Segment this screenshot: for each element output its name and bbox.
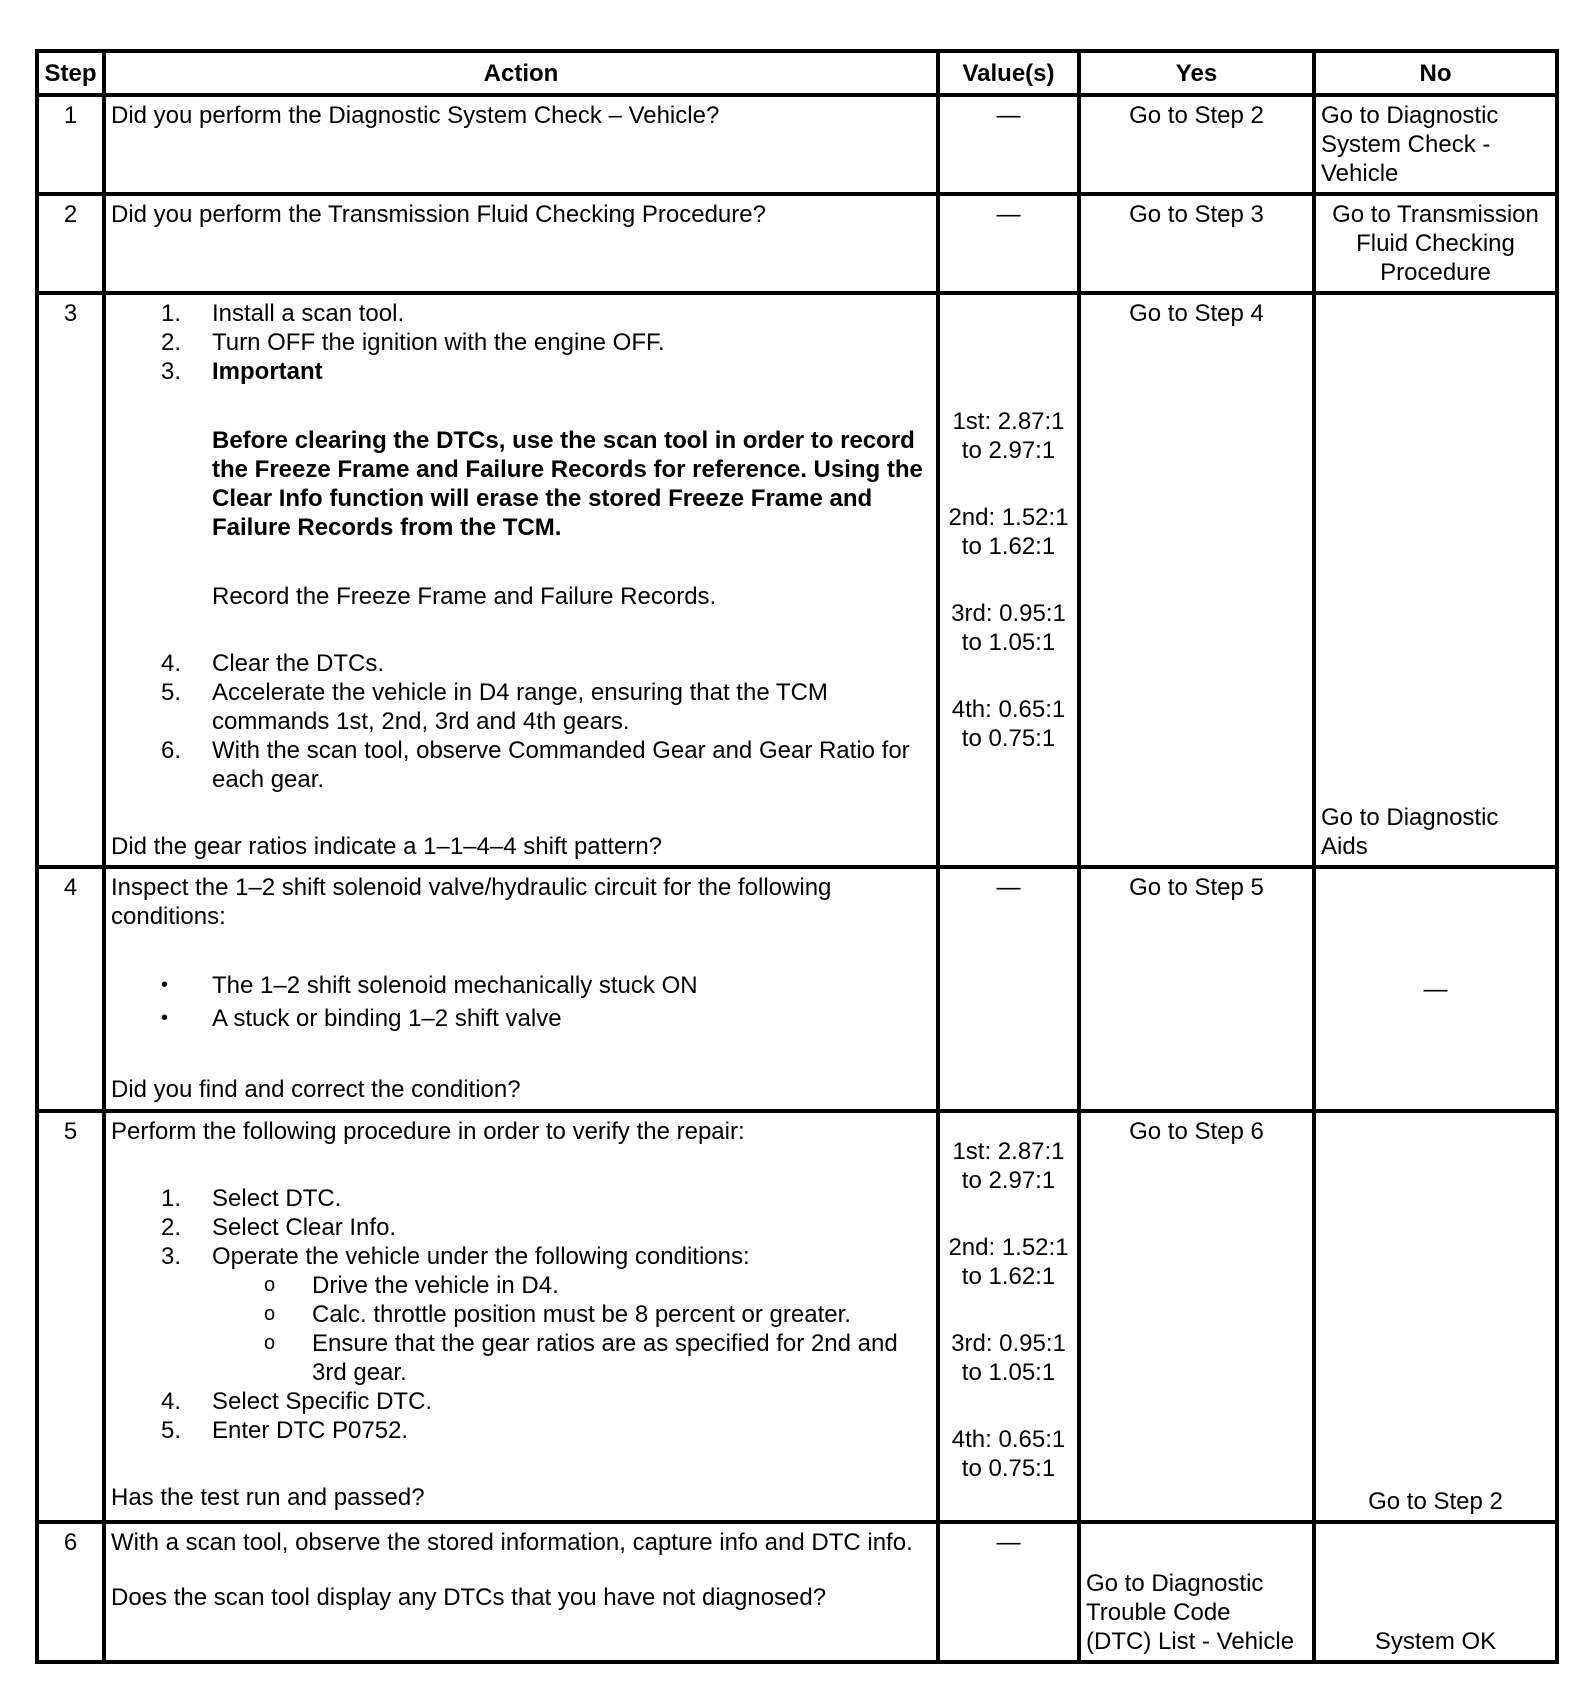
action-cell bbox=[104, 1522, 938, 1662]
no-line: Go to Diagnostic bbox=[1321, 804, 1499, 831]
action-cell bbox=[104, 194, 938, 293]
gear-ratio-3rd: 3rd: 0.95:1 to 1.05:1 bbox=[951, 1330, 1066, 1386]
step-number: 3 bbox=[37, 293, 104, 867]
condition-sublist bbox=[111, 1271, 931, 1387]
header-no: No bbox=[1314, 51, 1557, 95]
yes-cell: Go to Step 6 bbox=[1079, 1111, 1314, 1522]
table-row-step-2 bbox=[37, 194, 1557, 293]
procedure-list bbox=[111, 1387, 931, 1445]
list-item: 6. With the scan tool, observe Commanded Gear and Gear Ratio for each gear. bbox=[161, 737, 910, 793]
header-step: Step bbox=[37, 51, 104, 95]
yes-cell: Go to Step 3 bbox=[1079, 194, 1314, 293]
list-item: o Calc. throttle position must be 8 percent or greater. bbox=[264, 1301, 851, 1328]
action-cell bbox=[104, 867, 938, 1111]
gear-ratio-2nd: 2nd: 1.52:1 to 1.62:1 bbox=[948, 1234, 1069, 1290]
list-item: 3. Important bbox=[161, 358, 323, 385]
list-item: 5. Accelerate the vehicle in D4 range, ensuring that the TCM commands 1st, 2nd, 3rd and 4th gears. bbox=[161, 679, 828, 735]
table-row-step-1 bbox=[37, 95, 1557, 194]
question-text: Did you find and correct the condition? bbox=[111, 1076, 521, 1103]
step-number: 6 bbox=[37, 1522, 104, 1662]
diagnostic-table-wrapper bbox=[35, 49, 1555, 1664]
action-cell bbox=[104, 1111, 938, 1522]
table-row-step-4 bbox=[37, 867, 1557, 1111]
gear-ratio-1st: 1st: 2.87:1 to 2.97:1 bbox=[952, 408, 1065, 464]
no-cell: Go to Step 2 bbox=[1314, 1111, 1557, 1522]
no-line: Vehicle bbox=[1321, 160, 1399, 187]
yes-cell bbox=[1079, 1522, 1314, 1662]
table-row-step-5 bbox=[37, 1111, 1557, 1522]
gear-ratio-4th: 4th: 0.65:1 to 0.75:1 bbox=[951, 696, 1066, 752]
step-number: 1 bbox=[37, 95, 104, 194]
intro-text: Inspect the 1–2 shift solenoid valve/hydraulic circuit for the following conditions: bbox=[111, 874, 832, 930]
action-cell bbox=[104, 293, 938, 867]
procedure-list bbox=[111, 299, 931, 386]
yes-cell: Go to Step 2 bbox=[1079, 95, 1314, 194]
important-note: Before clearing the DTCs, use the scan tool in order to record the Freeze Frame and Failure Records for reference. Using the Clear Info function will erase the stored Freeze Frame and Failure Records from the TCM. bbox=[212, 427, 923, 541]
yes-line: Trouble Code bbox=[1086, 1599, 1231, 1626]
gear-ratio-3rd: 3rd: 0.95:1 to 1.05:1 bbox=[951, 600, 1066, 656]
value-cell bbox=[938, 293, 1079, 867]
list-item: 1. Install a scan tool. bbox=[161, 300, 405, 327]
record-note: Record the Freeze Frame and Failure Records. bbox=[212, 583, 717, 610]
list-item: • A stuck or binding 1–2 shift valve bbox=[161, 1005, 562, 1032]
intro-text: With a scan tool, observe the stored information, capture info and DTC info. bbox=[111, 1529, 913, 1556]
action-cell bbox=[104, 95, 938, 194]
no-cell bbox=[1314, 293, 1557, 867]
question-text: Does the scan tool display any DTCs that you have not diagnosed? bbox=[111, 1584, 827, 1611]
list-item: 4. Select Specific DTC. bbox=[161, 1388, 433, 1415]
list-item: o Drive the vehicle in D4. bbox=[264, 1272, 559, 1299]
no-cell: System OK bbox=[1314, 1522, 1557, 1662]
yes-line: (DTC) List - Vehicle bbox=[1086, 1628, 1295, 1655]
no-cell bbox=[1314, 194, 1557, 293]
value-cell bbox=[938, 1111, 1079, 1522]
list-item: 3. Operate the vehicle under the following conditions: bbox=[161, 1243, 750, 1270]
action-text: Did you perform the Diagnostic System Check – Vehicle? bbox=[111, 102, 720, 129]
list-item: 2. Select Clear Info. bbox=[161, 1214, 397, 1241]
intro-text: Perform the following procedure in order to verify the repair: bbox=[111, 1118, 745, 1145]
value-cell: — bbox=[938, 95, 1079, 194]
yes-cell: Go to Step 4 bbox=[1079, 293, 1314, 867]
no-cell: — bbox=[1314, 867, 1557, 1111]
step-number: 4 bbox=[37, 867, 104, 1111]
question-text: Has the test run and passed? bbox=[111, 1484, 425, 1511]
header-yes: Yes bbox=[1079, 51, 1314, 95]
no-line: Fluid Checking bbox=[1356, 230, 1515, 257]
list-item: • The 1–2 shift solenoid mechanically stuck ON bbox=[161, 972, 698, 999]
value-cell: — bbox=[938, 867, 1079, 1111]
condition-list bbox=[111, 971, 931, 1033]
step-number: 5 bbox=[37, 1111, 104, 1522]
list-item: 1. Select DTC. bbox=[161, 1185, 342, 1212]
list-item: 4. Clear the DTCs. bbox=[161, 650, 385, 677]
action-text: Did you perform the Transmission Fluid Checking Procedure? bbox=[111, 201, 766, 228]
table-row-step-3 bbox=[37, 293, 1557, 867]
list-item: o Ensure that the gear ratios are as specified for 2nd and 3rd gear. bbox=[264, 1330, 898, 1386]
gear-ratio-1st: 1st: 2.87:1 to 2.97:1 bbox=[952, 1138, 1065, 1194]
yes-cell: Go to Step 5 bbox=[1079, 867, 1314, 1111]
gear-ratio-2nd: 2nd: 1.52:1 to 1.62:1 bbox=[948, 504, 1069, 560]
list-item: 2. Turn OFF the ignition with the engine OFF. bbox=[161, 329, 665, 356]
diagnostic-table bbox=[35, 49, 1559, 1664]
header-values: Value(s) bbox=[938, 51, 1079, 95]
no-line: Procedure bbox=[1380, 259, 1491, 286]
list-item: 5. Enter DTC P0752. bbox=[161, 1417, 409, 1444]
yes-line: Go to Diagnostic bbox=[1086, 1570, 1264, 1597]
no-line: Go to Transmission bbox=[1332, 201, 1539, 228]
no-line: Aids bbox=[1321, 833, 1368, 860]
value-cell: — bbox=[938, 1522, 1079, 1662]
procedure-list bbox=[111, 1184, 931, 1271]
question-text: Did the gear ratios indicate a 1–1–4–4 shift pattern? bbox=[111, 833, 663, 860]
no-line: Go to Diagnostic bbox=[1321, 102, 1499, 129]
gear-ratio-4th: 4th: 0.65:1 to 0.75:1 bbox=[951, 1426, 1066, 1482]
procedure-list bbox=[111, 649, 931, 794]
header-row bbox=[37, 51, 1557, 95]
no-line: System Check - bbox=[1321, 131, 1491, 158]
table-row-step-6 bbox=[37, 1522, 1557, 1662]
no-cell bbox=[1314, 95, 1557, 194]
header-action: Action bbox=[104, 51, 938, 95]
value-cell: — bbox=[938, 194, 1079, 293]
step-number: 2 bbox=[37, 194, 104, 293]
